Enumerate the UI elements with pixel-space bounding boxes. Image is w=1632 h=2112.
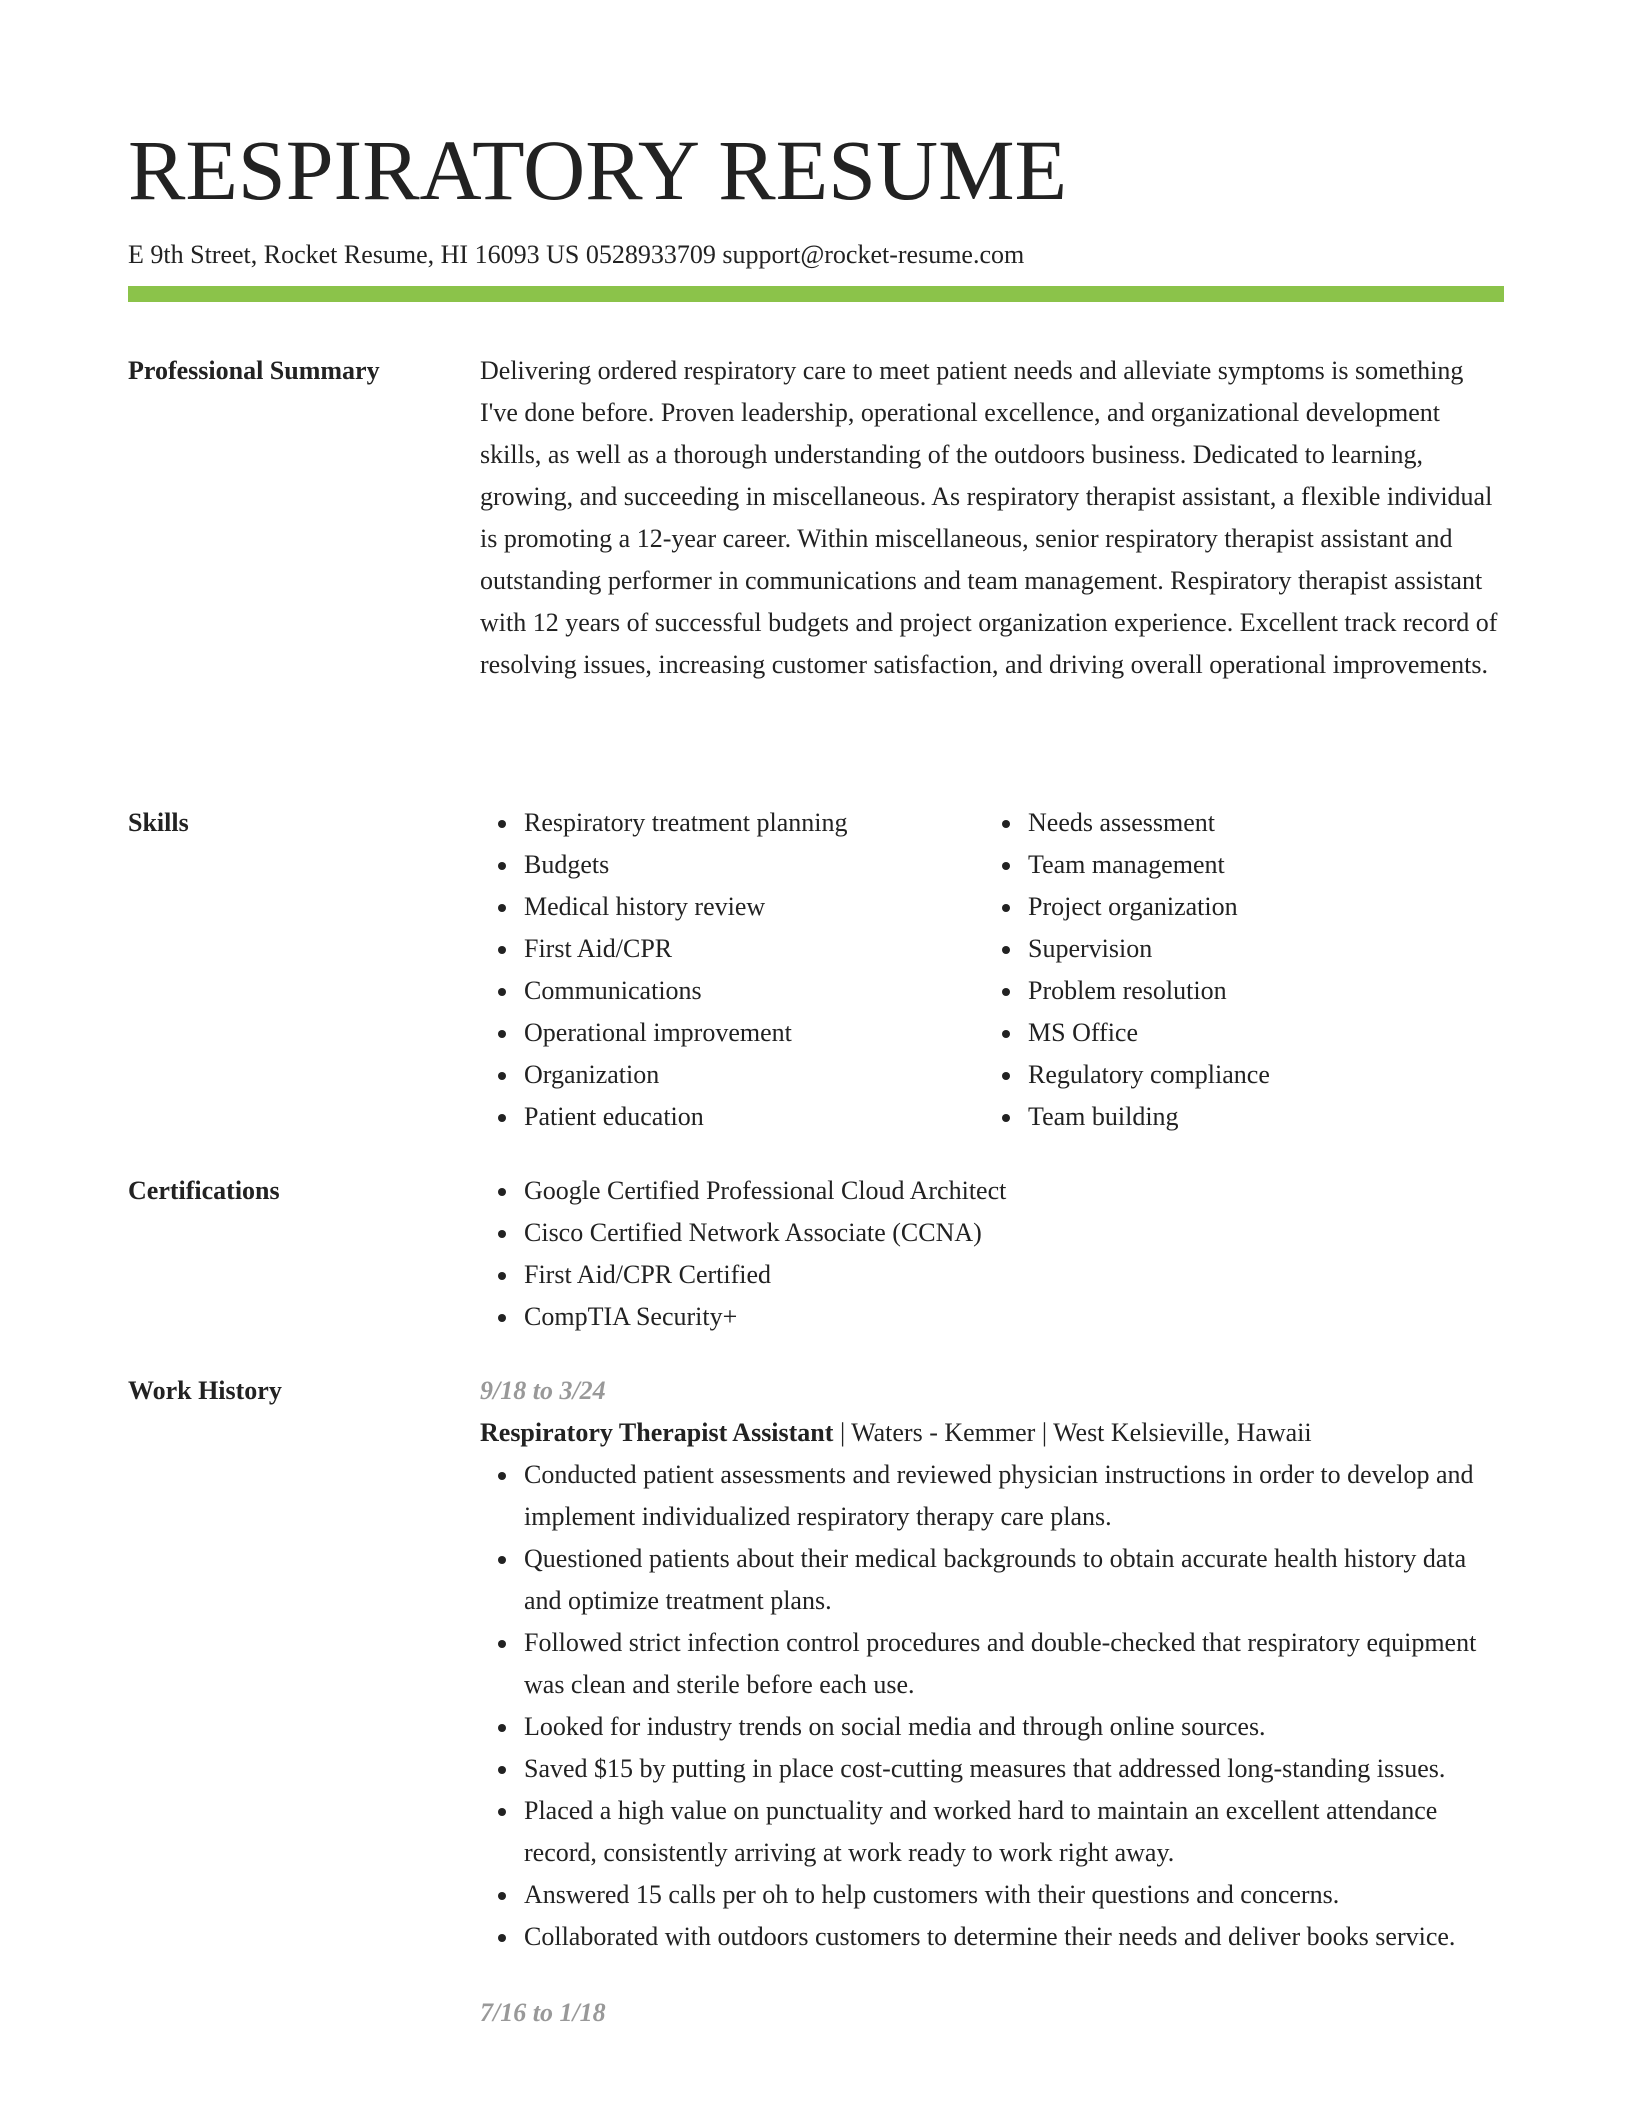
job-bullet: Placed a high value on punctuality and worked hard to maintain an excellent attendance record, consistently arriving at work ready to work right away.: [480, 1790, 1504, 1874]
skill-item: MS Office: [984, 1012, 1488, 1054]
certification-item: Google Certified Professional Cloud Architect: [480, 1170, 1504, 1212]
job-dates: 9/18 to 3/24: [480, 1376, 606, 1405]
skill-item: Needs assessment: [984, 802, 1488, 844]
skill-item: Project organization: [984, 886, 1488, 928]
skills-list-right: [984, 802, 1488, 1138]
work-history-body: [480, 1370, 1504, 2034]
accent-divider: [128, 286, 1504, 302]
job-bullet: Followed strict infection control procedures and double-checked that respiratory equipment was clean and sterile before each use.: [480, 1622, 1504, 1706]
certification-item: CompTIA Security+: [480, 1296, 1504, 1338]
skill-item: Problem resolution: [984, 970, 1488, 1012]
job-entry: [480, 1992, 1504, 2034]
skills-heading: Skills: [128, 808, 189, 837]
work-history-heading: Work History: [128, 1376, 282, 1405]
job-bullet: Conducted patient assessments and reviewed physician instructions in order to develop and implement individualized respiratory therapy care plans.: [480, 1454, 1504, 1538]
job-bullet: Collaborated with outdoors customers to determine their needs and deliver books service.: [480, 1916, 1504, 1958]
summary-body: [480, 350, 1504, 686]
resume-name: RESPIRATORY RESUME: [128, 122, 1068, 218]
skill-item: Team management: [984, 844, 1488, 886]
job-dates: 7/16 to 1/18: [480, 1998, 606, 2027]
job-bullet: Looked for industry trends on social media and through online sources.: [480, 1706, 1504, 1748]
job-bullet: Saved $15 by putting in place cost-cutting measures that addressed long-standing issues.: [480, 1748, 1504, 1790]
skill-item: Team building: [984, 1096, 1488, 1138]
job-bullet: Answered 15 calls per oh to help customers with their questions and concerns.: [480, 1874, 1504, 1916]
skill-item: Respiratory treatment planning: [480, 802, 984, 844]
job-entry: [480, 1370, 1504, 1958]
job-bullet: Questioned patients about their medical backgrounds to obtain accurate health history data and optimize treatment plans.: [480, 1538, 1504, 1622]
resume-header: [128, 118, 1504, 272]
job-title-line: [480, 1412, 1504, 1454]
skill-item: Communications: [480, 970, 984, 1012]
summary-text: Delivering ordered respiratory care to meet patient needs and alleviate symptoms is something I've done before. Proven leadership, operational excellence, and organizational development skills, as well as a thorough understanding of the outdoors business. Dedicated to learning, growing, and succeeding in miscellaneous. As respiratory therapist assistant, a flexible individual is promoting a 12-year career. Within miscellaneous, senior respiratory therapist assistant and outstanding performer in communications and team management. Respiratory therapist assistant with 12 years of successful budgets and project organization experience. Excellent track record of resolving issues, increasing customer satisfaction, and driving overall operational improvements.: [480, 356, 1498, 679]
contact-line: E 9th Street, Rocket Resume, HI 16093 US 0528933709 support@rocket-resume.com: [128, 240, 1025, 269]
job-details: | Waters - Kemmer | West Kelsieville, Hawaii: [833, 1418, 1312, 1447]
skill-item: Regulatory compliance: [984, 1054, 1488, 1096]
certifications-body: [480, 1170, 1504, 1338]
skill-item: Patient education: [480, 1096, 984, 1138]
certifications-heading: Certifications: [128, 1176, 280, 1205]
certification-item: First Aid/CPR Certified: [480, 1254, 1504, 1296]
skills-body: [480, 802, 1504, 1138]
skill-item: Supervision: [984, 928, 1488, 970]
job-bullets: [480, 1454, 1504, 1958]
summary-heading: Professional Summary: [128, 356, 380, 385]
skill-item: Budgets: [480, 844, 984, 886]
certifications-list: [480, 1170, 1504, 1338]
skills-list-left: [480, 802, 984, 1138]
skill-item: Medical history review: [480, 886, 984, 928]
certification-item: Cisco Certified Network Associate (CCNA): [480, 1212, 1504, 1254]
skill-item: Operational improvement: [480, 1012, 984, 1054]
skill-item: First Aid/CPR: [480, 928, 984, 970]
skill-item: Organization: [480, 1054, 984, 1096]
job-title: Respiratory Therapist Assistant: [480, 1418, 834, 1447]
